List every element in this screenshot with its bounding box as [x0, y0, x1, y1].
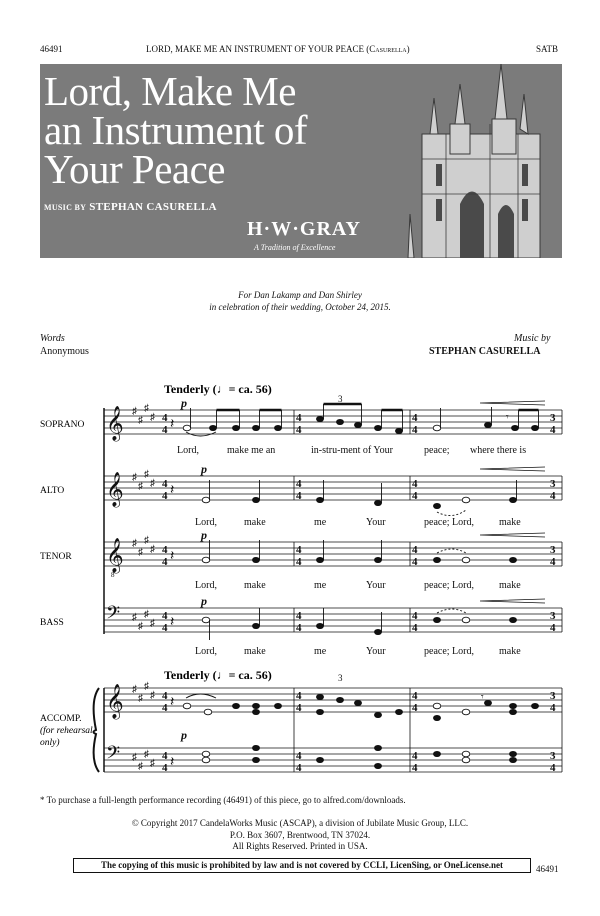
lyric-tenor-1: make	[244, 580, 266, 591]
dynamic-alto: p	[201, 462, 207, 476]
svg-text:4: 4	[412, 490, 418, 502]
words-label: Words	[40, 333, 65, 344]
bass-clef-bass: 𝄢	[106, 602, 121, 627]
svg-text:4: 4	[412, 412, 418, 424]
catalog-number: 46491	[40, 44, 63, 54]
running-composer: Casurella	[369, 44, 407, 54]
time-signatures	[162, 412, 556, 774]
title-line-3: Your Peace	[44, 146, 226, 192]
music-by-credit	[44, 201, 217, 213]
cathedral-illustration	[400, 64, 562, 258]
title-line-1: Lord, Make Me	[44, 68, 296, 114]
lyric-tenor-2: me	[314, 580, 327, 591]
publisher-tagline: A Tradition of Excellence	[254, 243, 336, 252]
voicing: SATB	[536, 44, 559, 54]
words-author: Anonymous	[40, 346, 89, 357]
tempo-value: = ca. 56)	[228, 382, 272, 396]
lyric-alto-5: make	[499, 517, 521, 528]
svg-text:♯: ♯	[132, 538, 137, 549]
svg-text:4: 4	[296, 544, 302, 556]
publisher-logo: H·W·GRAY	[247, 218, 361, 240]
tenor-octave-mark: 8	[111, 571, 115, 579]
svg-text:4: 4	[412, 610, 418, 622]
bass-clef-accomp: 𝄢	[106, 742, 121, 767]
lyric-alto-4: peace; Lord,	[424, 517, 474, 528]
lyric-soprano-3: peace;	[424, 445, 450, 456]
svg-text:𝄽: 𝄽	[170, 615, 175, 630]
lyric-tenor-0: Lord,	[195, 580, 217, 591]
lyric-bass-1: make	[244, 646, 266, 657]
voice-label-alto: ALTO	[40, 486, 65, 496]
dedication-line-2: in celebration of their wedding, October 24, 2015.	[209, 302, 391, 312]
svg-text:𝄽: 𝄽	[170, 549, 175, 564]
svg-text:4: 4	[412, 750, 418, 762]
lyric-soprano-4: where there is	[470, 445, 527, 456]
svg-text:4: 4	[412, 690, 418, 702]
footnote: * To purchase a full-length performance recording (46491) of this piece, go to alfred.com/downloads.	[40, 795, 406, 805]
svg-text:4: 4	[296, 610, 302, 622]
svg-text:3: 3	[550, 690, 556, 702]
copyright-line-2: P.O. Box 3607, Brentwood, TN 37024.	[229, 829, 371, 840]
lyric-bass-2: me	[314, 646, 327, 657]
svg-text:♯: ♯	[132, 406, 137, 417]
dedication-line-1: For Dan Lakamp and Dan Shirley	[238, 290, 362, 300]
lyric-bass-0: Lord,	[195, 646, 217, 657]
svg-text:3: 3	[550, 412, 556, 424]
svg-text:4: 4	[296, 762, 302, 774]
svg-text:♯: ♯	[138, 761, 143, 772]
music-score	[0, 375, 600, 780]
lyric-soprano-1: make me an	[227, 445, 276, 456]
lyric-alto-2: me	[314, 517, 327, 528]
svg-text:4: 4	[296, 478, 302, 490]
voice-label-soprano: SOPRANO	[40, 420, 85, 430]
running-title-end: )	[406, 44, 410, 54]
svg-text:4: 4	[162, 762, 168, 774]
svg-text:4: 4	[412, 478, 418, 490]
svg-text:4: 4	[550, 622, 556, 634]
svg-text:4: 4	[162, 556, 168, 568]
dynamic-accomp: p	[181, 728, 187, 742]
lyric-alto-0: Lord,	[195, 517, 217, 528]
svg-text:𝄾: 𝄾	[506, 412, 509, 423]
svg-text:4: 4	[550, 762, 556, 774]
tempo-text-accomp: Tenderly (	[164, 668, 217, 682]
svg-text:♯: ♯	[144, 535, 149, 546]
running-title	[146, 44, 410, 54]
accomp-note-line-1: (for rehearsal	[40, 726, 93, 736]
lyrics	[177, 445, 526, 657]
svg-text:4: 4	[412, 424, 418, 436]
svg-text:4: 4	[550, 490, 556, 502]
svg-text:𝄾: 𝄾	[481, 692, 484, 703]
svg-text:♯: ♯	[138, 693, 143, 704]
voice-label-bass: BASS	[40, 618, 64, 628]
music-composer: STEPHAN CASURELLA	[429, 346, 541, 357]
music-label: Music by	[514, 333, 551, 344]
svg-text:𝄽: 𝄽	[170, 755, 175, 770]
svg-text:♯: ♯	[132, 612, 137, 623]
svg-text:♯: ♯	[150, 618, 155, 629]
tempo-marking-accomp: Tenderly (♩= ca. 56)	[164, 668, 272, 682]
title-line-2: an Instrument of	[44, 107, 307, 153]
svg-text:𝄽: 𝄽	[170, 417, 175, 432]
svg-text:♯: ♯	[150, 758, 155, 769]
treble-clef-alto: 𝄞	[106, 473, 124, 506]
svg-text:3: 3	[550, 544, 556, 556]
svg-text:4: 4	[162, 478, 168, 490]
svg-text:♯: ♯	[144, 609, 149, 620]
lyric-bass-3: Your	[366, 646, 386, 657]
svg-text:♯: ♯	[150, 412, 155, 423]
lyric-alto-1: make	[244, 517, 266, 528]
svg-text:4: 4	[550, 556, 556, 568]
lyric-bass-5: make	[499, 646, 521, 657]
svg-text:4: 4	[296, 750, 302, 762]
svg-text:♯: ♯	[144, 469, 149, 480]
running-title-text: LORD, MAKE ME AN INSTRUMENT OF YOUR PEACE (	[146, 44, 370, 54]
dynamic-bass: p	[201, 594, 207, 608]
svg-text:♯: ♯	[144, 749, 149, 760]
svg-text:4: 4	[412, 622, 418, 634]
svg-text:𝄽: 𝄽	[170, 483, 175, 498]
lyric-soprano-2: in-stru-ment of Your	[311, 445, 393, 456]
svg-text:4: 4	[162, 750, 168, 762]
svg-text:♯: ♯	[150, 478, 155, 489]
lyric-soprano-0: Lord,	[177, 445, 199, 456]
lyric-alto-3: Your	[366, 517, 386, 528]
copyright-block	[0, 818, 600, 853]
key-signatures	[132, 403, 155, 772]
svg-text:4: 4	[296, 622, 302, 634]
copyright-line-3: All Rights Reserved. Printed in USA.	[232, 841, 368, 851]
voice-label-tenor: TENOR	[40, 552, 72, 562]
svg-text:♯: ♯	[132, 472, 137, 483]
svg-text:4: 4	[412, 556, 418, 568]
svg-text:4: 4	[162, 702, 168, 714]
svg-text:3: 3	[550, 750, 556, 762]
svg-text:4: 4	[162, 424, 168, 436]
tempo-text: Tenderly (	[164, 382, 217, 396]
dynamic-tenor: p	[201, 528, 207, 542]
svg-text:♯: ♯	[144, 403, 149, 414]
svg-text:♯: ♯	[132, 684, 137, 695]
cover-composer: STEPHAN CASURELLA	[89, 201, 217, 213]
accomp-label: ACCOMP.	[40, 714, 82, 724]
svg-text:♯: ♯	[138, 547, 143, 558]
lyric-tenor-4: peace; Lord,	[424, 580, 474, 591]
svg-text:♯: ♯	[150, 690, 155, 701]
svg-text:♯: ♯	[138, 415, 143, 426]
lyric-tenor-5: make	[499, 580, 521, 591]
svg-text:4: 4	[162, 622, 168, 634]
svg-text:4: 4	[162, 690, 168, 702]
svg-text:4: 4	[412, 702, 418, 714]
svg-text:4: 4	[412, 544, 418, 556]
tempo-value-accomp: = ca. 56)	[228, 668, 272, 682]
svg-text:4: 4	[296, 702, 302, 714]
svg-text:4: 4	[412, 762, 418, 774]
svg-text:♯: ♯	[144, 681, 149, 692]
svg-text:4: 4	[550, 424, 556, 436]
svg-text:4: 4	[162, 490, 168, 502]
tempo-marking: Tenderly (♩= ca. 56)	[164, 382, 272, 396]
music-by-prefix: MUSIC BY	[44, 203, 87, 212]
dedication	[0, 289, 600, 313]
svg-text:4: 4	[162, 412, 168, 424]
lyric-bass-4: peace; Lord,	[424, 646, 474, 657]
cover-banner	[40, 64, 562, 258]
svg-text:4: 4	[162, 610, 168, 622]
copying-warning: The copying of this music is prohibited by law and is not covered by CCLI, LicenSing, or OneLicense.net	[73, 858, 531, 873]
rests	[170, 412, 509, 770]
svg-text:4: 4	[296, 556, 302, 568]
svg-text:4: 4	[296, 412, 302, 424]
svg-text:4: 4	[162, 544, 168, 556]
svg-text:3: 3	[550, 478, 556, 490]
triplet-mark: 3	[338, 394, 343, 404]
svg-text:𝄽: 𝄽	[170, 695, 175, 710]
footer-catalog-number: 46491	[536, 864, 559, 874]
lyric-tenor-3: Your	[366, 580, 386, 591]
dynamic-soprano: p	[181, 396, 187, 410]
svg-text:♯: ♯	[150, 544, 155, 555]
svg-text:4: 4	[550, 702, 556, 714]
treble-clef-tenor: 𝄞	[106, 539, 124, 572]
svg-text:4: 4	[296, 490, 302, 502]
svg-text:♯: ♯	[138, 481, 143, 492]
svg-text:♯: ♯	[138, 621, 143, 632]
accomp-note-line-2: only)	[40, 738, 60, 748]
svg-text:3: 3	[550, 610, 556, 622]
copyright-line-1: © Copyright 2017 CandelaWorks Music (ASCAP), a division of Jubilate Music Group, LLC.	[131, 818, 469, 828]
svg-text:♯: ♯	[132, 752, 137, 763]
svg-text:4: 4	[296, 690, 302, 702]
treble-clef-soprano: 𝄞	[106, 407, 124, 440]
accomp-brace	[94, 688, 100, 772]
triplet-mark-accomp: 3	[338, 673, 343, 683]
treble-clef-accomp: 𝄞	[106, 685, 124, 718]
svg-text:4: 4	[296, 424, 302, 436]
